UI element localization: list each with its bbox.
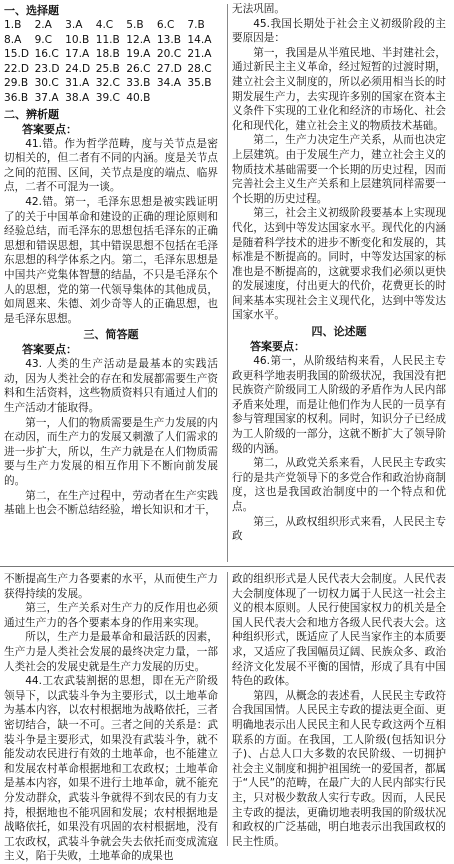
choice-answer: 16.C	[34, 48, 59, 61]
choice-answer: 1.B	[4, 19, 22, 31]
choice-answer: 15.D	[4, 48, 30, 61]
choice-answer: 22.D	[4, 62, 30, 75]
choice-answer-grid	[4, 18, 218, 106]
choice-answer: 33.B	[126, 77, 151, 90]
bottom-panel	[0, 568, 454, 863]
answer-43-conclusion: 所以，生产力是最革命和最活跃的因素，生产力是人类社会发展的最终决定力量，一部人类社会的发展史就是生产力发展的历史。	[4, 631, 218, 673]
choice-answer: 24.D	[65, 62, 91, 75]
choice-answer: 39.C	[95, 91, 120, 104]
choice-answer: 27.D	[156, 62, 182, 75]
answer-41: 41.错。作为哲学范畴，度与关节点是密切相关的，但二者有不同的内涵。度是关节点之间的范围、区间，关节点是度的端点、临界点，二者不可混为一谈。	[4, 137, 218, 194]
panel-divider	[0, 566, 454, 567]
answer-points-heading: 答案要点：	[22, 343, 77, 357]
choice-answer: 14.A	[187, 33, 212, 46]
answer-43-continued: 不断提高生产力各要素的水平，从而使生产力获得持续的发展。	[4, 573, 218, 600]
choice-answer: 7.B	[187, 19, 205, 31]
answer-44: 44.工农武装割据的思想，即在无产阶级领导下，以武装斗争为主要形式，以土地革命为基本内容，以农村根据地为战略依托，三者密切结合，缺一不可。三者之间的关系是：武装斗争是主要形式，如果没有武装斗争，就不能发动农民进行有效的土地革命，也不能建立和发展农村革命根据地和工农政权；土地革命是基本内容，如果不进行土地革命，就不能充分发动群众，武装斗争就得不到农民的有力支持，根据地也不能巩固和发展；农村根据地是战略依托，如果没有巩固的农村根据地，没有工农政权，武装斗争就会失去依托而变成流寇主义，陷于失败，土地革命的成果也	[4, 675, 218, 863]
answer-46-point4: 第四，从概念的表述看，人民民主专政符合我国国情。人民民主专政的提法更全面、更明确地表示出人民民主和人民专政这两个互相联系的方面。在我国，工人阶级(包括知识分子)、占总人口大多数的农民阶级、一切拥护社会主义制度和拥护祖国统一的爱国者，都属于“人民”的范畴，在最广大的人民内部实行民主，只对极少数敌人实行专政。因而，人民民主专政的提法，更确切地表明我国的阶级状况和政权的广泛基础，明白地表示出我国政权的民主性质。	[232, 689, 446, 848]
answer-46-point3: 第三，从政权组织形式来看，人民民主专政	[232, 515, 446, 543]
choice-answer: 12.A	[126, 33, 151, 46]
choice-answer: 37.A	[34, 91, 59, 104]
choice-answer: 19.A	[126, 48, 151, 61]
choice-answer: 25.B	[95, 62, 120, 75]
continued-text: 无法巩固。	[232, 3, 285, 15]
choice-answer: 40.B	[126, 91, 151, 104]
choice-answer: 8.A	[4, 33, 22, 46]
choice-answer: 2.A	[34, 19, 52, 31]
answer-45-point2: 第二，生产力决定生产关系，从而也决定上层建筑。由于发展生产力，建立社会主义的物质技术基础需要一个长期的历史过程，因而完善社会主义生产关系和上层建筑同样需要一个长期的历史过程。	[232, 134, 446, 205]
answer-42: 42.错。第一，毛泽东思想是被实践证明了的关于中国革命和建设的正确的理论原则和经验总结，而毛泽东的思想包括毛泽东的正确思想和错误思想，其中错误思想不包括在毛泽东思想的科学体系之内。第二，毛泽东思想是中国共产党集体智慧的结晶，不只是毛泽东个人的思想，党的第一代领导集体的其他成员，如周恩来、朱德、刘少奇等人的正确思想，也是毛泽东思想。	[4, 195, 218, 325]
answer-46-point1: 46.第一，从阶级结构来看，人民民主专政更科学地表明我国的阶级状况，我国没有把民族资产阶级同工人阶级的矛盾作为人民内部矛盾来处理，而是让他们作为人民的一员享有参与管理国家的权利。同时，知识分子已经成为工人阶级的一部分，这就不断扩大了领导阶级的内涵。	[232, 355, 446, 455]
choice-answer: 35.B	[187, 77, 212, 90]
choice-answer: 23.D	[34, 62, 60, 75]
answer-46-continued: 政的组织形式是人民代表大会制度。人民代表大会制度体现了一切权力属于人民这一社会主义的根本原则。人民行使国家权力的机关是全国人民代表大会和地方各级人民代表大会。这种组织形式，既适应了人民当家作主的本质要求，又适应了我国幅员辽阔、民族众多、政治经济文化发展不平衡的国情，形成了具有中国特色的政体。	[232, 573, 446, 688]
choice-answer: 20.C	[156, 48, 182, 61]
choice-answer: 38.A	[65, 91, 90, 104]
answer-46-point2: 第二，从政党关系来看，人民民主专政实行的是共产党领导下的多党合作和政治协商制度，这也是我国政治制度中的一个特点和优点。	[232, 457, 446, 513]
section-title-essay: 四、论述题	[311, 325, 367, 339]
choice-answer: 9.C	[34, 33, 53, 46]
top-right-column	[232, 2, 446, 544]
answer-points-heading: 答案要点：	[22, 122, 77, 136]
answer-45-point3: 第三，社会主义初级阶段要基本上实现现代化，达到中等发达国家水平。现代化的内涵是随着科学技术的进步不断变化和发展的，其标准是不断提高的。同时，中等发达国家的标准也是不断提高的，这就要求我们必须以更快的发展速度，付出更大的代价，花费更长的时间来基本实现社会主义现代化，达到中等发达国家水平。	[232, 207, 446, 322]
top-left-column	[4, 2, 218, 518]
column-divider	[227, 4, 228, 562]
choice-answer: 3.A	[65, 19, 83, 31]
section-title-short: 三、简答题	[83, 328, 139, 342]
answer-43-point3: 第三，生产关系对生产力的反作用也必须通过生产力的各个要素本身的作用来实现。	[4, 602, 218, 629]
choice-answer: 36.B	[4, 91, 29, 104]
section-title-choice: 一、选择题	[4, 4, 59, 17]
choice-answer: 28.C	[187, 62, 212, 75]
choice-answer: 13.B	[156, 33, 181, 46]
choice-answer: 26.C	[126, 62, 151, 75]
choice-answer: 10.B	[65, 33, 90, 46]
choice-answer: 30.C	[34, 77, 59, 90]
column-divider	[227, 572, 228, 846]
choice-answer: 6.C	[156, 19, 175, 31]
choice-answer: 29.B	[4, 77, 29, 90]
bottom-left-column	[4, 572, 218, 864]
answer-points-heading: 答案要点：	[250, 340, 305, 354]
section-title-analysis: 二、辨析题	[4, 107, 59, 121]
choice-answer: 17.A	[65, 48, 90, 61]
answer-45-point1: 第一，我国是从半殖民地、半封建社会，通过新民主主义革命，经过短暂的过渡时期，建立社会主义制度的，所以必须用相当长的时期发展生产力，去实现许多别的国家在资本主义条件下实现的工业化和经济的市场化、社会化和现代化，建立社会主义的物质技术基础。	[232, 46, 446, 132]
choice-answer: 18.B	[95, 48, 120, 61]
answer-43-intro: 43. 人类的生产活动是最基本的实践活动，因为人类社会的存在和发展都需要生产资料和生活资料，这些物质资料只有通过人们的生产活动才能取得。	[4, 358, 218, 415]
bottom-right-column	[232, 572, 446, 849]
choice-answer: 21.A	[187, 48, 212, 61]
answer-45-intro: 45.我国长期处于社会主义初级阶段的主要原因是：	[232, 17, 446, 45]
choice-answer: 34.A	[156, 77, 181, 90]
choice-answer: 31.A	[65, 77, 90, 90]
choice-answer: 32.C	[95, 77, 120, 90]
choice-answer: 5.B	[126, 19, 144, 31]
choice-answer: 11.B	[95, 33, 120, 46]
choice-answer: 4.C	[95, 19, 114, 31]
answer-43-point1: 第一，人们的物质需要是生产力发展的内在动因，而生产力的发展又刺激了人们需求的进一步扩大，所以，生产力就是在人们物质需要与生产力发展的相互作用下不断向前发展的。	[4, 416, 218, 488]
answer-43-point2: 第二，在生产过程中，劳动者在生产实践基础上也会不断总结经验，增长知识和才干，	[4, 489, 218, 517]
